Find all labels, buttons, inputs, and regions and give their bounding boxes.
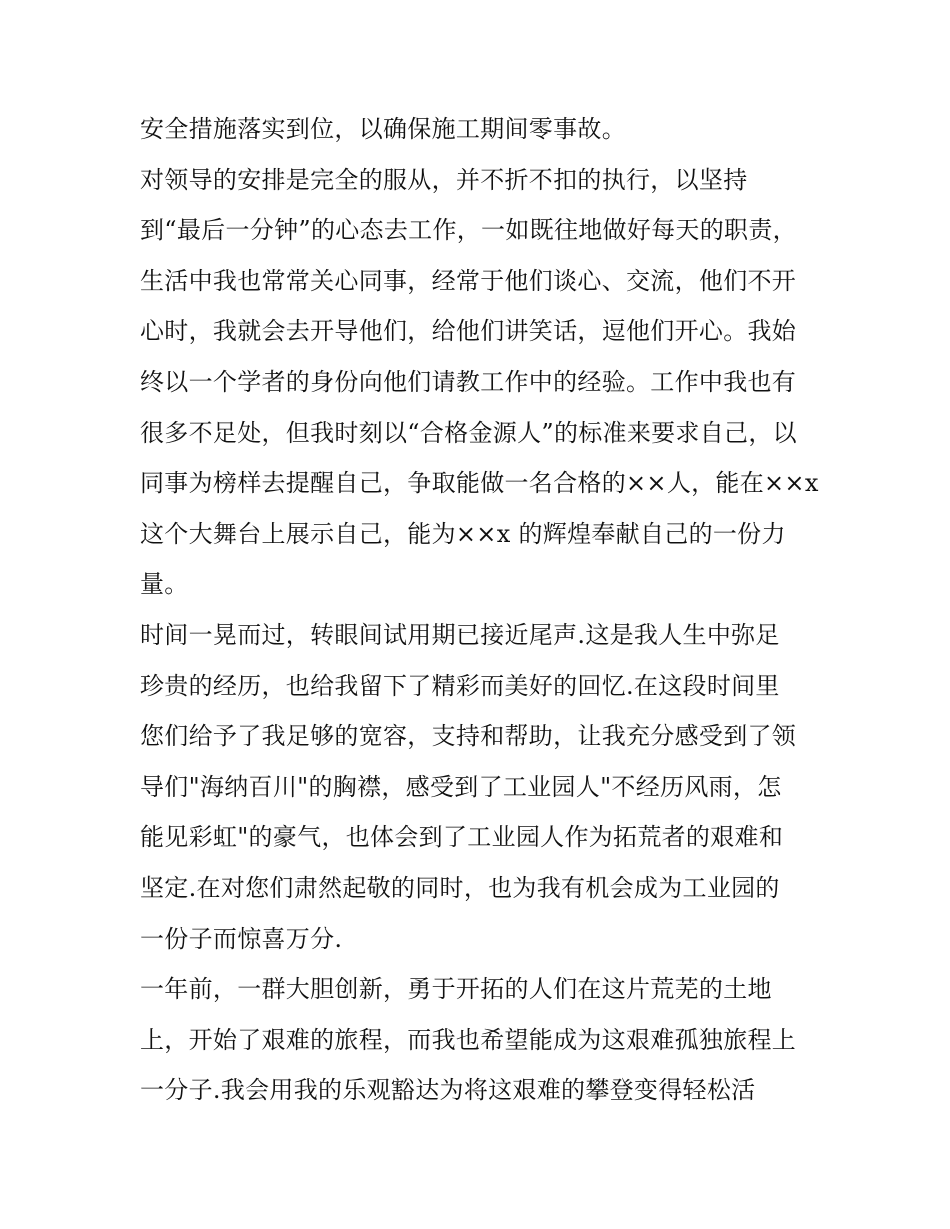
text-line: 时间一晃而过，转眼间试用期已接近尾声.这是我人生中弥足 — [140, 620, 780, 649]
text-line: 同事为榜样去提醒自己，争取能做一名合格的××人，能在××x — [140, 469, 819, 498]
text-line: 上，开始了艰难的旅程，而我也希望能成为这艰难孤独旅程上 — [140, 1025, 797, 1054]
text-line: 一分子.我会用我的乐观豁达为将这艰难的攀登变得轻松活 — [140, 1076, 756, 1105]
text-line: 安全措施落实到位，以确保施工期间零事故。 — [140, 115, 626, 143]
text-line: 您们给予了我足够的宽容，支持和帮助，让我充分感受到了领 — [140, 722, 797, 751]
text-line: 一份子而惊喜万分. — [140, 924, 343, 953]
document-body — [140, 104, 830, 1116]
text-line: 生活中我也常常关心同事，经常于他们谈心、交流，他们不开 — [140, 266, 797, 295]
text-line: 对领导的安排是完全的服从，并不折不扣的执行，以坚持 — [140, 165, 748, 194]
text-line: 心时，我就会去开导他们，给他们讲笑话，逗他们开心。我始 — [140, 317, 797, 346]
text-line: 坚定.在对您们肃然起敬的同时，也为我有机会成为工业园的 — [140, 873, 780, 902]
text-line: 这个大舞台上展示自己，能为××x 的辉煌奉献自己的一份力 — [140, 519, 786, 548]
text-line: 导们"海纳百川"的胸襟，感受到了工业园人"不经历风雨，怎 — [140, 772, 782, 801]
text-line: 到“最后一分钟”的心态去工作，一如既往地做好每天的职责， — [140, 216, 797, 245]
text-line: 珍贵的经历，也给我留下了精彩而美好的回忆.在这段时间里 — [140, 671, 780, 700]
text-line: 很多不足处，但我时刻以“合格金源人”的标准来要求自己，以 — [140, 418, 797, 447]
text-line: 一年前，一群大胆创新，勇于开拓的人们在这片荒芜的土地 — [140, 975, 772, 1004]
text-line: 能见彩虹"的豪气，也体会到了工业园人作为拓荒者的艰难和 — [140, 823, 784, 852]
text-line: 量。 — [140, 570, 189, 599]
text-line: 终以一个学者的身份向他们请教工作中的经验。工作中我也有 — [140, 367, 797, 396]
